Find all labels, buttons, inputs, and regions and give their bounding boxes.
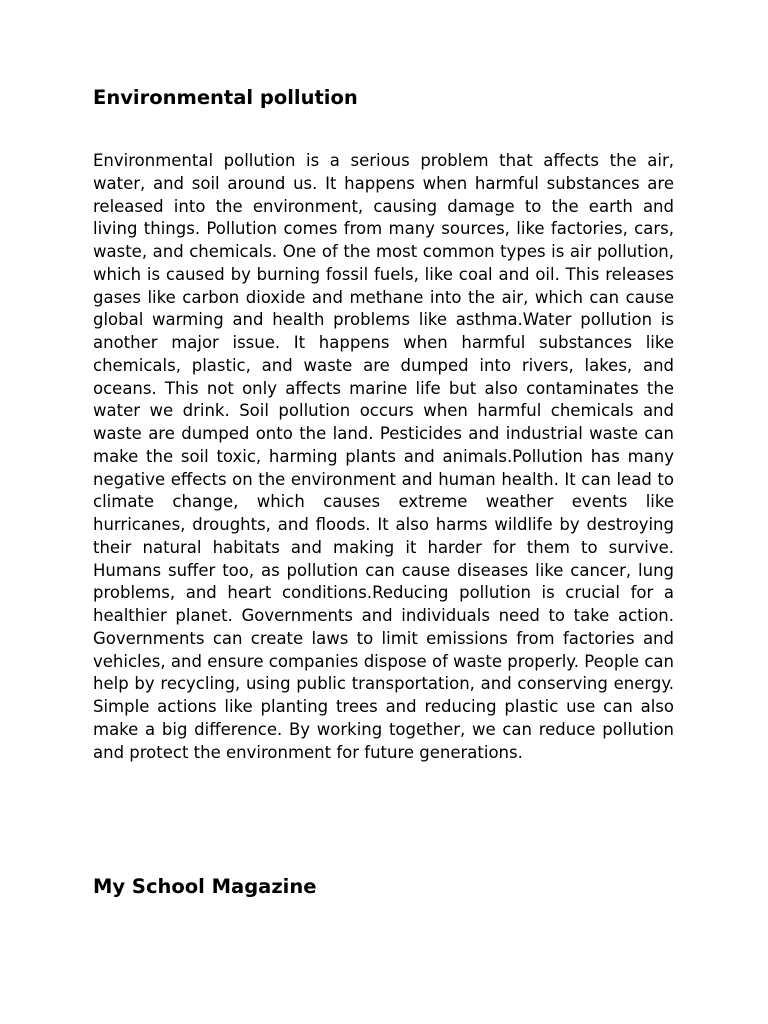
document-body-paragraph: Environmental pollution is a serious problem that affects the air, water, and soil around us. It happens when harmful substances are released into the environment, causing damage to the earth and living things. Pollution comes from many sources, like factories, cars, waste, and chemicals. One of the most common types is air pollution, which is caused by burning fossil fuels, like coal and oil. This releases gases like carbon dioxide and methane into the air, which can cause global warming and health problems like asthma.Water pollution is another major issue. It happens when harmful substances like chemicals, plastic, and waste are dumped into rivers, lakes, and oceans. This not only affects marine life but also contaminates the water we drink. Soil pollution occurs when harmful chemicals and waste are dumped onto the land. Pesticides and industrial waste can make the soil toxic, harming plants and animals.Pollution has many negative effects on the environment and human health. It can lead to climate change, which causes extreme weather events like hurricanes, droughts, and floods. It also harms wildlife by destroying their natural habitats and making it harder for them to survive. Humans suffer too, as pollution can cause diseases like cancer, lung problems, and heart conditions.Reducing pollution is crucial for a healthier planet. Governments and individuals need to take action. Governments can create laws to limit emissions from factories and vehicles, and ensure companies dispose of waste properly. People can help by recycling, using public transportation, and conserving energy. Simple actions like planting trees and reducing plastic use can also make a big difference. By working together, we can reduce pollution and protect the environment for future generations. <box>93 151 674 762</box>
document-subtitle: My School Magazine <box>93 875 317 898</box>
document-title: Environmental pollution <box>93 86 358 109</box>
